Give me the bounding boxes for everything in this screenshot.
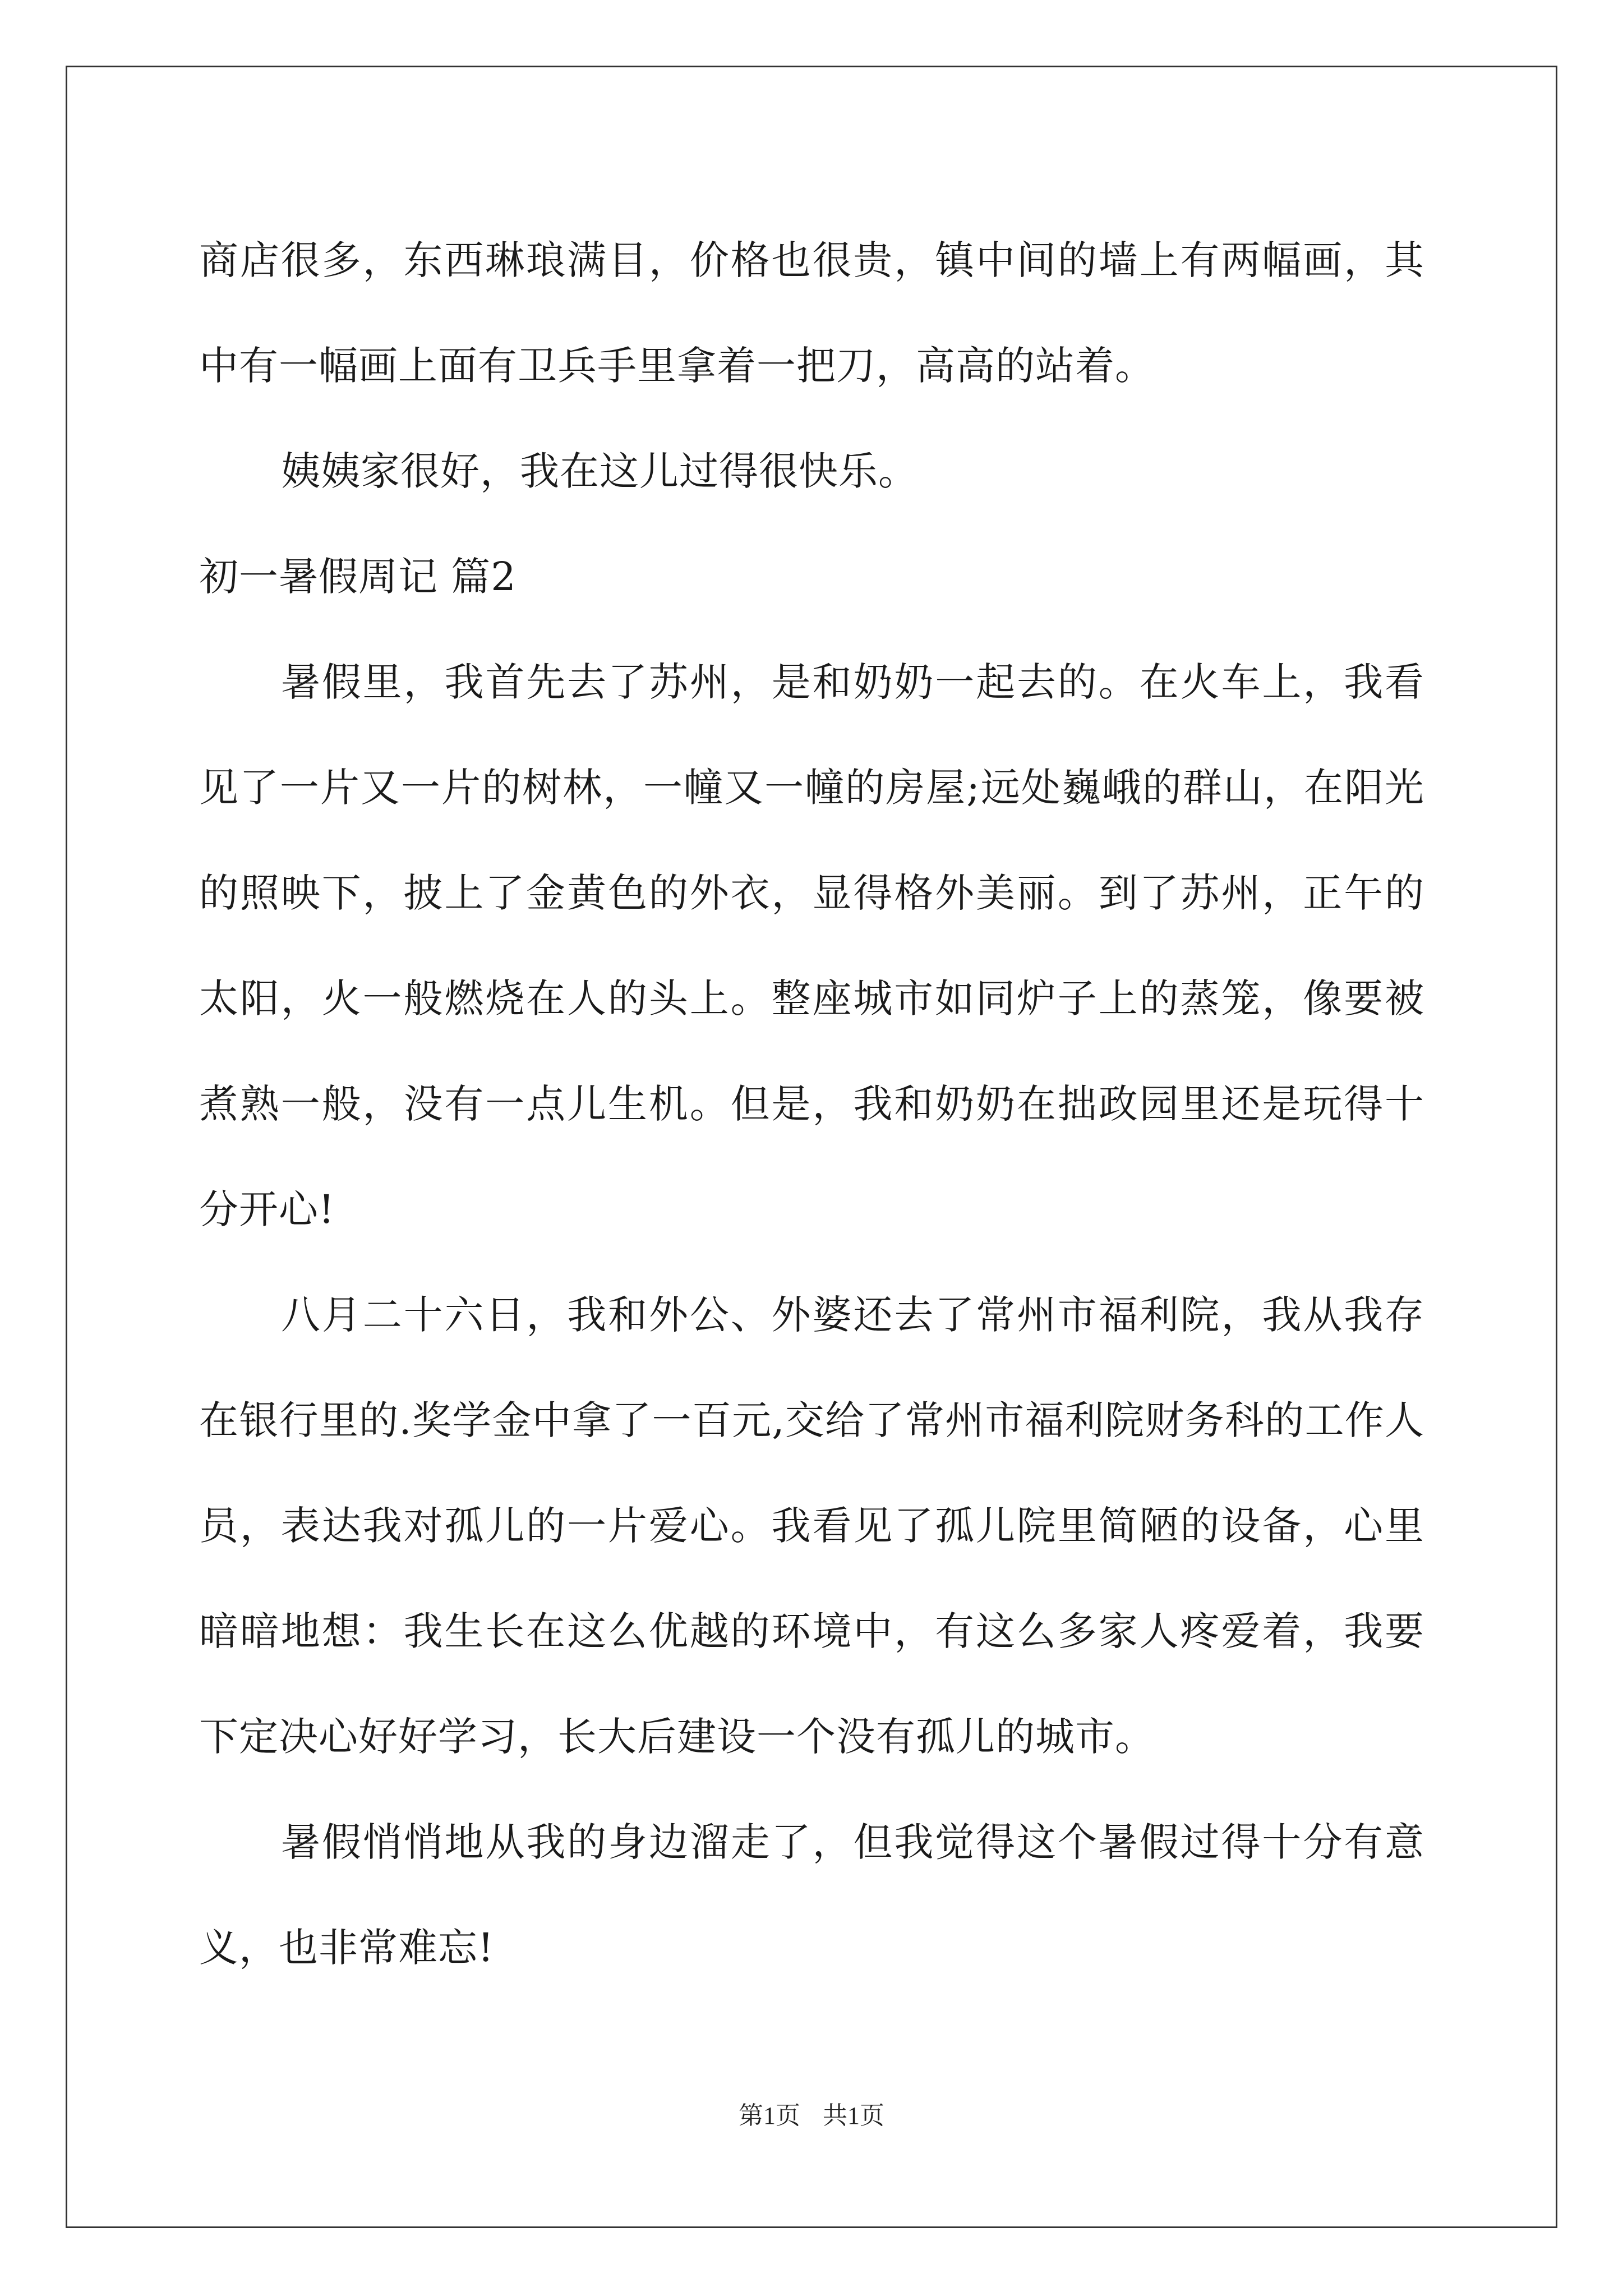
page-footer bbox=[0, 2095, 1623, 2131]
paragraph: 姨姨家很好，我在这儿过得很快乐。 bbox=[281, 448, 918, 494]
paragraph: 八月二十六日，我和外公、外婆还去了常州市福利院，我从我存在银行里的.奖学金中拿了一百元,交给了常州市福利院财务科的工作人员，表达我对孤儿的一片爱心。我看见了孤儿院里简陋的设备，心里暗暗地想：我生长在这么优越的环境中，有这么多家人疼爱着，我要下定决心好好学习，长大后建设一个没有孤儿的城市。 bbox=[199, 1292, 1424, 1760]
page-number: 第1页 bbox=[739, 2102, 800, 2129]
document-body bbox=[199, 208, 1424, 2000]
page-total: 共1页 bbox=[823, 2102, 884, 2129]
paragraph: 暑假悄悄地从我的身边溜走了，但我觉得这个暑假过得十分有意义，也非常难忘! bbox=[199, 1819, 1424, 1971]
section-heading: 初一暑假周记 篇2 bbox=[199, 554, 517, 600]
paragraph: 暑假里，我首先去了苏州，是和奶奶一起去的。在火车上，我看见了一片又一片的树林，一幢又一幢的房屋;远处巍峨的群山，在阳光的照映下，披上了金黄色的外衣，显得格外美丽。到了苏州，正午的太阳，火一般燃烧在人的头上。整座城市如同炉子上的蒸笼，像要被煮熟一般，没有一点儿生机。但是，我和奶奶在拙政园里还是玩得十分开心! bbox=[199, 659, 1424, 1232]
paragraph-continuation: 商店很多，东西琳琅满目，价格也很贵，镇中间的墙上有两幅画，其中有一幅画上面有卫兵手里拿着一把刀，高高的站着。 bbox=[199, 237, 1424, 389]
